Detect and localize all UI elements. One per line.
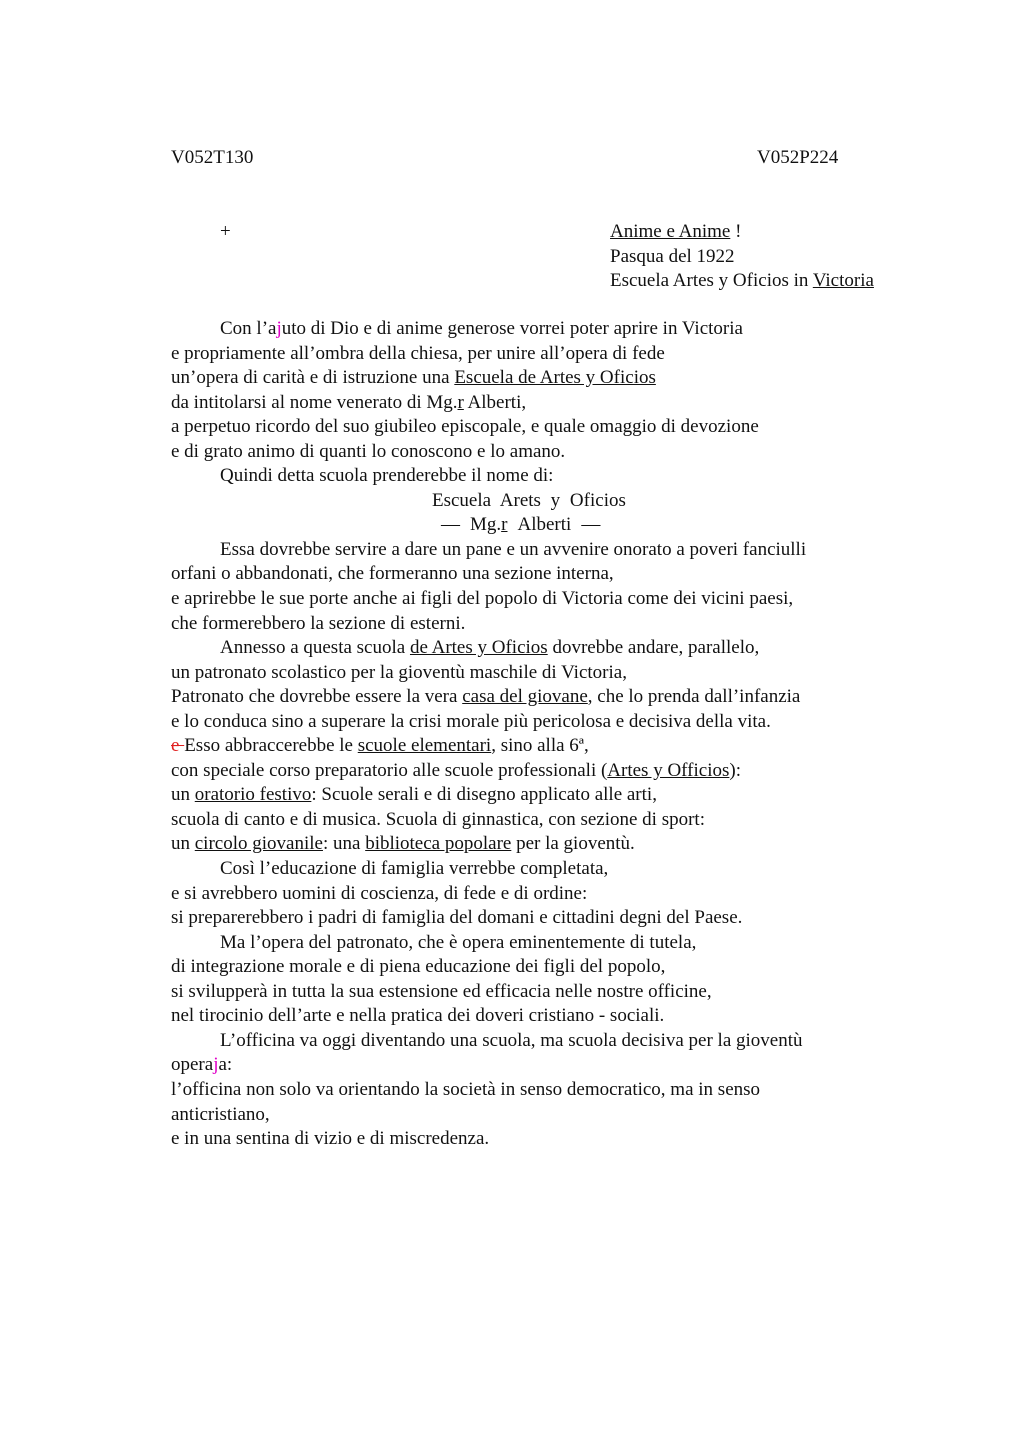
text-run: Esso abbraccerebbe le	[184, 735, 358, 757]
body-line-23: Così l’educazione di famiglia verrebbe completata,	[220, 858, 609, 880]
school-name-line: Escuela Arets y Oficios	[432, 489, 626, 511]
heading-title	[610, 221, 874, 246]
highlighted-letter: j	[276, 318, 282, 339]
dash: —	[441, 514, 460, 536]
text-run: : una	[322, 833, 366, 855]
document-code-right: V052P224	[757, 147, 839, 168]
text-run: , che lo prenda dall’infanzia	[587, 686, 801, 708]
body-line-5: a perpetuo ricordo del suo giubileo episcopale, e quale omaggio di devozione	[171, 416, 759, 438]
body-line-29: nel tirocinio dell’arte e nella pratica dei doveri cristiano - sociali.	[171, 1005, 665, 1027]
text-run: a:	[218, 1054, 233, 1076]
body-line-16	[171, 686, 931, 711]
body-line-7: Quindi detta scuola prenderebbe il nome di:	[220, 465, 554, 487]
body-line-13: che formerebbero la sezione di esterni.	[171, 612, 466, 634]
dash: —	[581, 514, 601, 536]
cross-mark: +	[220, 221, 231, 242]
text-run: : Scuole serali e di disegno applicato alle arti,	[311, 784, 657, 806]
body-line-15: un patronato scolastico per la gioventù maschile di Victoria,	[171, 661, 627, 683]
heading-place	[610, 270, 874, 295]
heading-date: Pasqua del 1922	[610, 245, 735, 267]
text-run: uto di Dio e di anime generose vorrei poter aprire in Victoria	[281, 318, 743, 339]
text-run: Alberti	[517, 514, 572, 536]
body-line-27: di integrazione morale e di piena educazione dei figli del popolo,	[171, 956, 666, 978]
body-line-18	[171, 735, 931, 760]
body-line-30: L’officina va oggi diventando una scuola, ma scuola decisiva per la gioventù	[220, 1029, 803, 1051]
text-run: Con l’a	[220, 318, 277, 339]
underlined-text: Escuela de Artes y Oficios	[454, 367, 656, 389]
underlined-text: Artes y Officios	[607, 759, 730, 781]
letter-body	[171, 318, 931, 1153]
text-run: dovrebbe andare, parallelo,	[547, 637, 760, 659]
body-line-4	[171, 392, 931, 417]
body-line-12: e aprirebbe le sue porte anche ai figli del popolo di Victoria come dei vicini paesi,	[171, 588, 794, 610]
highlighted-letter: j	[213, 1054, 219, 1076]
body-line-28: si svilupperà in tutta la sua estensione ed efficacia nelle nostre officine,	[171, 980, 712, 1002]
heading-place-underlined: Victoria	[812, 270, 874, 292]
text-run: da intitolarsi al nome venerato di Mg.	[171, 391, 458, 413]
body-line-17: e lo conduca sino a superare la crisi morale più pericolosa e decisiva della vita.	[171, 710, 771, 732]
body-line-6: e di grato animo di quanti lo conoscono e lo amano.	[171, 440, 566, 462]
text-run: Annesso a questa scuola	[220, 637, 410, 659]
body-line-1	[171, 318, 931, 343]
document-code-left: V052T130	[171, 147, 254, 168]
text-run: con speciale corso preparatorio alle scuole professionali (	[171, 759, 608, 781]
body-line-10: Essa dovrebbe servire a dare un pane e un avvenire onorato a poveri fanciulli	[220, 538, 807, 560]
text-run: un	[171, 784, 195, 806]
body-line-19	[171, 760, 931, 785]
body-line-25: si preparerebbero i padri di famiglia del domani e cittadini degni del Paese.	[171, 907, 743, 929]
school-dedication-line	[171, 514, 931, 539]
body-line-33: anticristiano,	[171, 1103, 270, 1125]
text-run: per la gioventù.	[511, 833, 635, 855]
body-line-21: scuola di canto e di musica. Scuola di ginnastica, con sezione di sport:	[171, 808, 705, 830]
text-run: Patronato che dovrebbe essere la vera	[171, 686, 463, 708]
body-line-32: l’officina non solo va orientando la società in senso democratico, ma in senso	[171, 1078, 761, 1100]
heading-title-tail: !	[730, 221, 742, 242]
body-line-34: e in una sentina di vizio e di miscredenza.	[171, 1128, 490, 1150]
body-line-3	[171, 367, 931, 392]
underlined-text: r	[501, 514, 508, 536]
underlined-text: biblioteca popolare	[365, 833, 512, 855]
text-run: opera	[171, 1054, 214, 1076]
struck-text: e	[171, 735, 185, 757]
text-run: Alberti,	[463, 391, 527, 413]
heading-block	[610, 221, 874, 295]
heading-title-underlined: Anime e Anime	[610, 221, 731, 242]
body-line-11: orfani o abbandonati, che formeranno una sezione interna,	[171, 563, 614, 585]
heading-place-text: Escuela Artes y Oficios in	[610, 270, 813, 292]
body-line-24: e si avrebbero uomini di coscienza, di fede e di ordine:	[171, 882, 588, 904]
text-run: un	[171, 833, 195, 855]
text-run: un’opera di carità e di istruzione una	[171, 367, 455, 389]
body-line-20	[171, 784, 931, 809]
underlined-text: oratorio festivo	[194, 784, 312, 806]
text-run: ):	[729, 759, 741, 781]
underlined-text: circolo giovanile	[194, 833, 323, 855]
body-line-22	[171, 833, 931, 858]
underlined-text: casa del giovane	[462, 686, 588, 708]
text-run: Mg.	[470, 514, 502, 536]
body-line-26: Ma l’opera del patronato, che è opera eminentemente di tutela,	[220, 931, 697, 953]
body-line-31	[171, 1054, 931, 1079]
body-line-14	[171, 637, 931, 662]
underlined-text: de Artes y Oficios	[409, 637, 548, 659]
underlined-text: scuole elementari	[357, 735, 492, 757]
body-line-2: e propriamente all’ombra della chiesa, per unire all’opera di fede	[171, 342, 665, 364]
text-run: , sino alla 6ª,	[491, 735, 589, 757]
underlined-text: r	[457, 391, 464, 413]
